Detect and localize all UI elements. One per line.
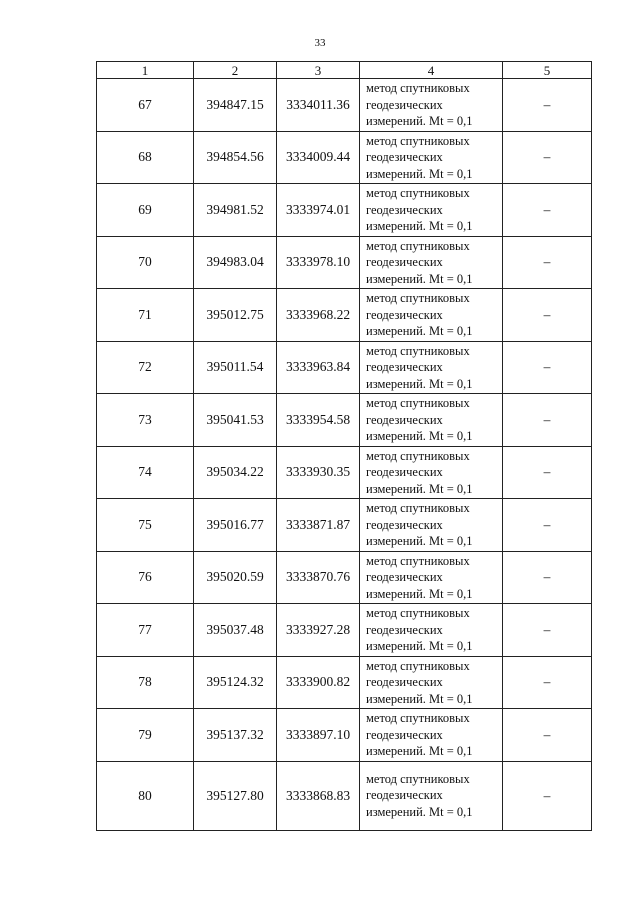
method-text-line: метод спутниковых — [366, 238, 470, 253]
note-cell: – — [503, 79, 592, 132]
method-text-line: геодезических — [366, 675, 443, 689]
method-text-line: геодезических — [366, 465, 443, 479]
note-cell: – — [503, 341, 592, 394]
method-text-line: метод спутниковых — [366, 291, 470, 305]
y-coordinate-cell: 3333871.87 — [277, 499, 360, 552]
method-text-line: метод спутниковых — [366, 81, 470, 95]
method-text-line: геодезических — [366, 570, 443, 584]
x-coordinate-cell: 394847.15 — [194, 79, 277, 132]
note-cell: – — [503, 236, 592, 289]
note-cell: – — [503, 446, 592, 499]
method-cell — [360, 394, 503, 447]
method-text-line: метод спутниковых — [366, 501, 470, 515]
note-cell: – — [503, 289, 592, 342]
y-coordinate-cell: 3333963.84 — [277, 341, 360, 394]
x-coordinate-cell: 395037.48 — [194, 604, 277, 657]
y-coordinate-cell: 3334009.44 — [277, 131, 360, 184]
method-text-line: геодезических — [366, 97, 443, 112]
x-coordinate-cell: 395041.53 — [194, 394, 277, 447]
table-body — [97, 79, 592, 831]
column-header-2: 2 — [194, 62, 277, 79]
x-coordinate-cell: 394983.04 — [194, 236, 277, 289]
method-text-line: измерений. Mt = 0,1 — [366, 219, 473, 233]
method-cell — [360, 289, 503, 342]
method-text-line: измерений. Mt = 0,1 — [366, 691, 473, 706]
method-text-line: метод спутниковых — [366, 133, 470, 148]
method-cell — [360, 236, 503, 289]
y-coordinate-cell: 3333900.82 — [277, 656, 360, 709]
table-header-row — [97, 62, 592, 79]
method-cell — [360, 79, 503, 132]
point-number-cell: 73 — [97, 394, 194, 447]
method-text-line: метод спутниковых — [366, 553, 470, 568]
x-coordinate-cell: 395137.32 — [194, 709, 277, 762]
column-header-4: 4 — [360, 62, 503, 79]
y-coordinate-cell: 3333868.83 — [277, 761, 360, 830]
method-cell — [360, 551, 503, 604]
point-number-cell: 77 — [97, 604, 194, 657]
column-header-3: 3 — [277, 62, 360, 79]
coordinates-table — [96, 61, 592, 831]
method-text-line: измерений. Mt = 0,1 — [366, 804, 473, 819]
method-text-line: метод спутниковых — [366, 771, 470, 786]
point-number-cell: 75 — [97, 499, 194, 552]
y-coordinate-cell: 3333927.28 — [277, 604, 360, 657]
note-cell: – — [503, 131, 592, 184]
note-cell: – — [503, 761, 592, 830]
table-row — [97, 604, 592, 657]
x-coordinate-cell: 395034.22 — [194, 446, 277, 499]
table-row — [97, 184, 592, 237]
method-cell — [360, 604, 503, 657]
method-cell — [360, 656, 503, 709]
table-row — [97, 446, 592, 499]
table-row — [97, 499, 592, 552]
method-text-line: измерений. Mt = 0,1 — [366, 534, 473, 548]
method-text-line: геодезических — [366, 202, 443, 217]
x-coordinate-cell: 395016.77 — [194, 499, 277, 552]
note-cell: – — [503, 604, 592, 657]
method-text-line: измерений. Mt = 0,1 — [366, 324, 473, 338]
y-coordinate-cell: 3334011.36 — [277, 79, 360, 132]
method-text-line: измерений. Mt = 0,1 — [366, 639, 473, 653]
y-coordinate-cell: 3333978.10 — [277, 236, 360, 289]
method-text-line: геодезических — [366, 517, 443, 532]
method-text-line: измерений. Mt = 0,1 — [366, 744, 473, 758]
method-text-line: метод спутниковых — [366, 711, 470, 725]
y-coordinate-cell: 3333897.10 — [277, 709, 360, 762]
point-number-cell: 68 — [97, 131, 194, 184]
y-coordinate-cell: 3333954.58 — [277, 394, 360, 447]
table-row — [97, 341, 592, 394]
table-row — [97, 656, 592, 709]
method-cell — [360, 341, 503, 394]
table-row — [97, 709, 592, 762]
method-text-line: геодезических — [366, 788, 443, 803]
method-text-line: геодезических — [366, 360, 443, 374]
method-text-line: измерений. Mt = 0,1 — [366, 429, 473, 443]
y-coordinate-cell: 3333968.22 — [277, 289, 360, 342]
y-coordinate-cell: 3333930.35 — [277, 446, 360, 499]
table-row — [97, 79, 592, 132]
page-number: 33 — [314, 37, 326, 49]
table-row — [97, 289, 592, 342]
x-coordinate-cell: 395124.32 — [194, 656, 277, 709]
x-coordinate-cell: 394854.56 — [194, 131, 277, 184]
point-number-cell: 80 — [97, 761, 194, 830]
method-text-line: измерений. Mt = 0,1 — [366, 166, 473, 181]
method-text-line: геодезических — [366, 150, 443, 164]
note-cell: – — [503, 184, 592, 237]
note-cell: – — [503, 499, 592, 552]
x-coordinate-cell: 395012.75 — [194, 289, 277, 342]
y-coordinate-cell: 3333870.76 — [277, 551, 360, 604]
x-coordinate-cell: 395127.80 — [194, 761, 277, 830]
method-cell — [360, 709, 503, 762]
method-cell — [360, 184, 503, 237]
x-coordinate-cell: 395020.59 — [194, 551, 277, 604]
method-text-line: измерений. Mt = 0,1 — [366, 481, 473, 496]
method-text-line: измерений. Mt = 0,1 — [366, 586, 473, 601]
method-text-line: метод спутниковых — [366, 186, 470, 200]
method-text-line: геодезических — [366, 412, 443, 427]
x-coordinate-cell: 394981.52 — [194, 184, 277, 237]
point-number-cell: 76 — [97, 551, 194, 604]
method-cell — [360, 446, 503, 499]
table-row — [97, 551, 592, 604]
table-row — [97, 394, 592, 447]
method-text-line: геодезических — [366, 307, 443, 322]
point-number-cell: 79 — [97, 709, 194, 762]
method-text-line: геодезических — [366, 622, 443, 637]
method-text-line: метод спутниковых — [366, 396, 470, 410]
column-header-1: 1 — [97, 62, 194, 79]
note-cell: – — [503, 709, 592, 762]
point-number-cell: 78 — [97, 656, 194, 709]
method-cell — [360, 131, 503, 184]
method-text-line: геодезических — [366, 727, 443, 742]
point-number-cell: 70 — [97, 236, 194, 289]
method-text-line: метод спутниковых — [366, 606, 470, 620]
point-number-cell: 69 — [97, 184, 194, 237]
table-row — [97, 131, 592, 184]
point-number-cell: 71 — [97, 289, 194, 342]
table-row — [97, 236, 592, 289]
point-number-cell: 72 — [97, 341, 194, 394]
x-coordinate-cell: 395011.54 — [194, 341, 277, 394]
method-text-line: метод спутниковых — [366, 448, 470, 463]
y-coordinate-cell: 3333974.01 — [277, 184, 360, 237]
method-text-line: метод спутниковых — [366, 343, 470, 358]
method-cell — [360, 761, 503, 830]
method-text-line: измерений. Mt = 0,1 — [366, 376, 473, 391]
method-text-line: измерений. Mt = 0,1 — [366, 271, 473, 286]
note-cell: – — [503, 656, 592, 709]
point-number-cell: 74 — [97, 446, 194, 499]
note-cell: – — [503, 394, 592, 447]
note-cell: – — [503, 551, 592, 604]
point-number-cell: 67 — [97, 79, 194, 132]
column-header-5: 5 — [503, 62, 592, 79]
method-cell — [360, 499, 503, 552]
table-row — [97, 761, 592, 830]
method-text-line: измерений. Mt = 0,1 — [366, 114, 473, 128]
method-text-line: метод спутниковых — [366, 658, 470, 673]
method-text-line: геодезических — [366, 255, 443, 269]
